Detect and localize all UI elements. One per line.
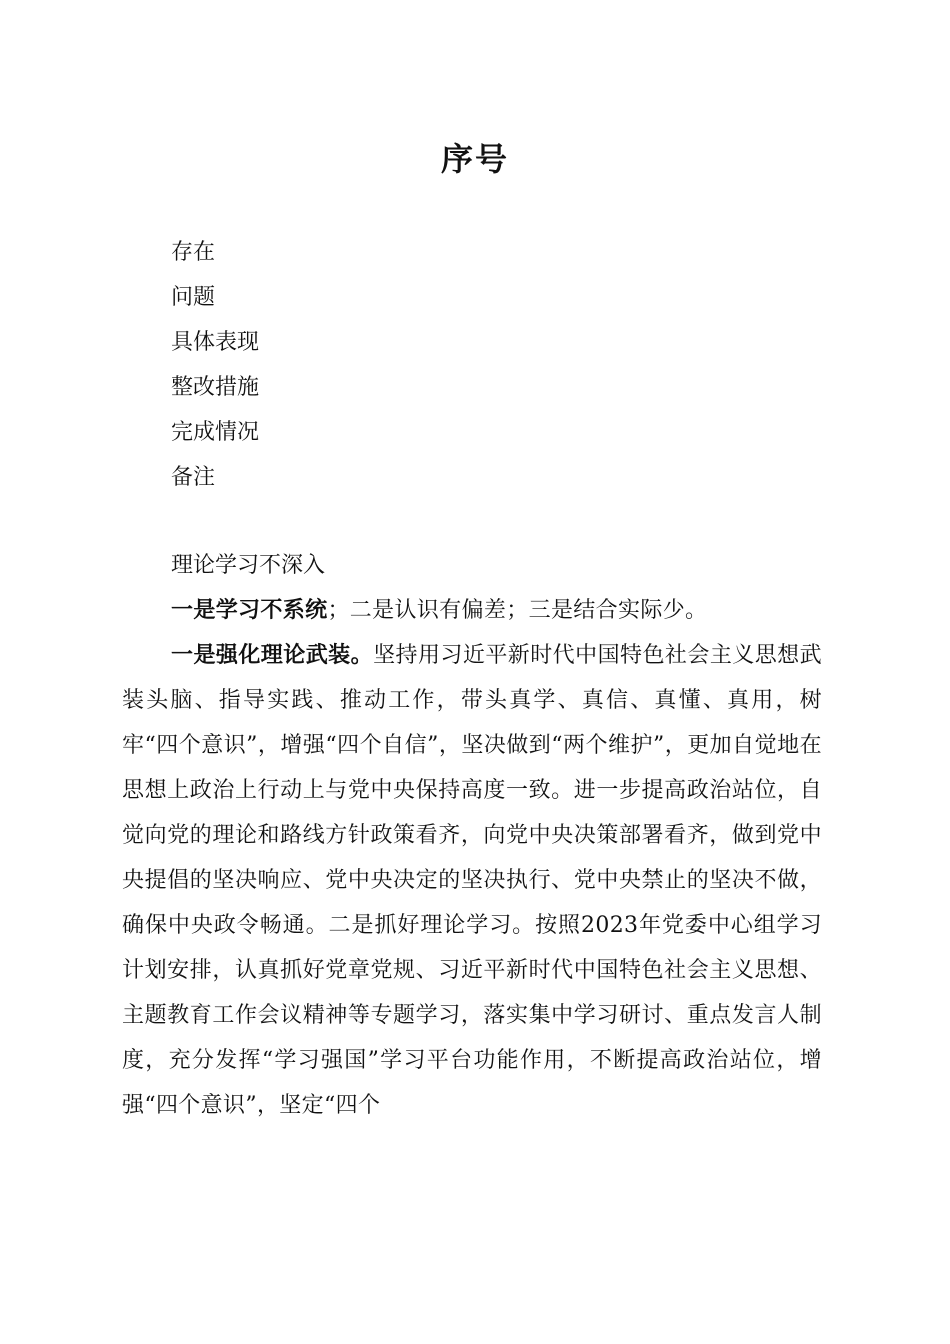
measures-paragraph bbox=[122, 633, 822, 1128]
column-header-completion: 完成情况 bbox=[171, 420, 260, 445]
issue-name: 理论学习不深入 bbox=[171, 553, 326, 578]
column-header-remarks: 备注 bbox=[171, 465, 216, 490]
measures-lead: 一是强化理论武装。 bbox=[171, 642, 374, 668]
column-header-measures: 整改措施 bbox=[171, 375, 260, 400]
manifestation-rest: ；二是认识有偏差；三是结合实际少。 bbox=[327, 598, 708, 623]
page-title: 序号 bbox=[440, 140, 509, 178]
column-header-problem: 问题 bbox=[171, 285, 216, 310]
table-header-columns bbox=[171, 230, 259, 500]
manifestation-lead: 一是学习不系统 bbox=[171, 597, 328, 623]
manifestation-paragraph bbox=[122, 588, 822, 633]
column-header-manifestation: 具体表现 bbox=[171, 330, 260, 355]
column-header-exist: 存在 bbox=[171, 240, 216, 265]
measures-rest: 坚持用习近平新时代中国特色社会主义思想武装头脑、指导实践、推动工作，带头真学、真信、真懂、真用，树牢“四个意识”，增强“四个自信”，坚决做到“两个维护”，更加自觉地在思想上政治上行动上与党中央保持高度一致。进一步提高政治站位，自觉向党的理论和路线方针政策看齐，向党中央决策部署看齐，做到党中央提倡的坚决响应、党中央决定的坚决执行、党中央禁止的坚决不做，确保中央政令畅通。二是抓好理论学习。按照2023年党委中心组学习计划安排，认真抓好党章党规、习近平新时代中国特色社会主义思想、主题教育工作会议精神等专题学习，落实集中学习研讨、重点发言人制度，充分发挥“学习强国”学习平台功能作用，不断提高政治站位，增强“四个意识”，坚定“四个 bbox=[122, 643, 822, 1118]
